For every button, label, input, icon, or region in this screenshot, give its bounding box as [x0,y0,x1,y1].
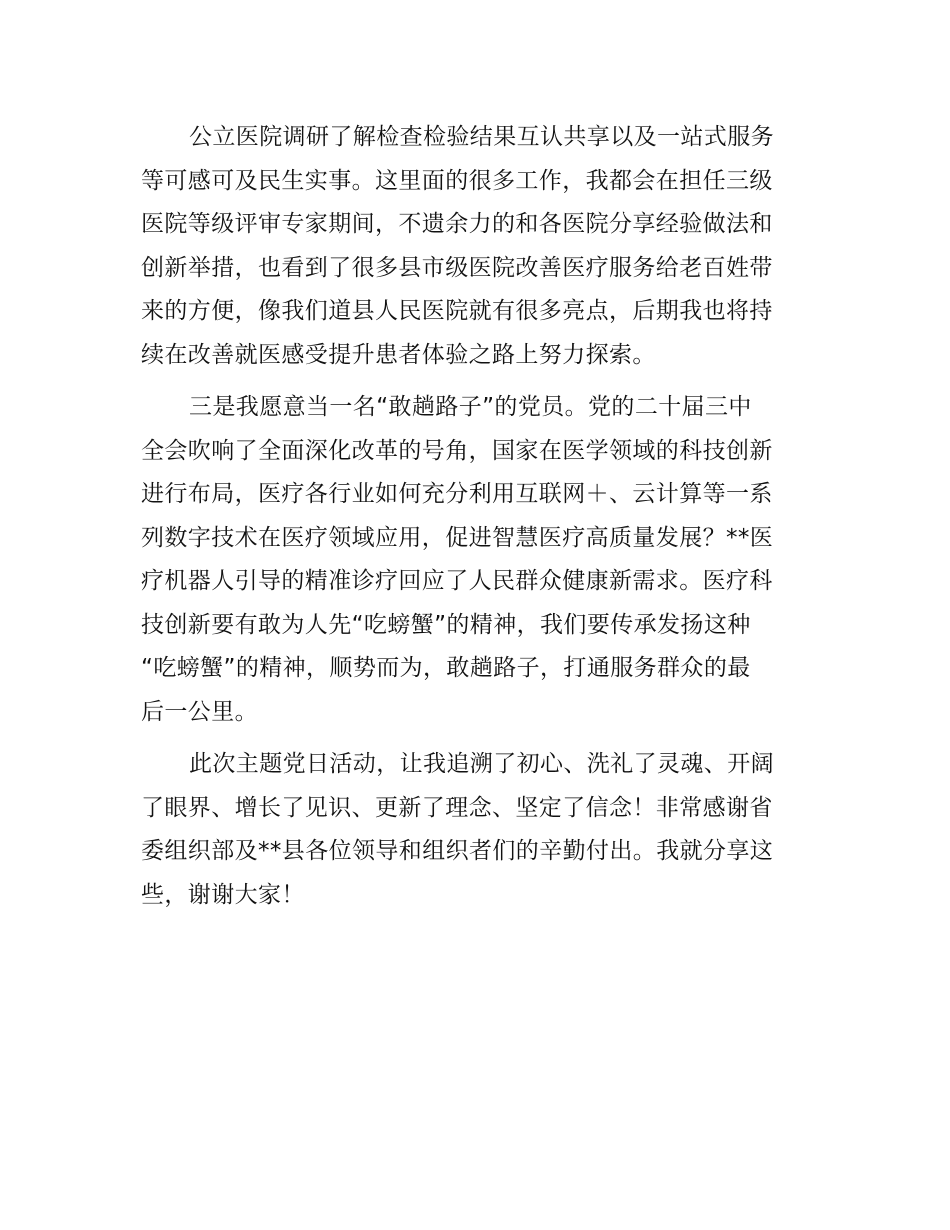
paragraph-line: 三是我愿意当一名“敢趟路子”的党员。党的二十届三中 [189,394,752,420]
paragraph-line: 全会吹响了全面深化改革的号角，国家在医学领域的科技创新 [141,437,773,464]
paragraph-line: 列数字技术在医疗领域应用，促进智慧医疗高质量发展？**医 [141,524,774,551]
paragraph-line: 公立医院调研了解检查检验结果互认共享以及一站式服务 [189,124,774,150]
paragraph-line: 疗机器人引导的精准诊疗回应了人民群众健康新需求。医疗科 [141,568,773,594]
paragraph-line: 等可感可及民生实事。这里面的很多工作，我都会在担任三级 [141,167,773,194]
paragraph-line: 来的方便，像我们道县人民医院就有很多亮点，后期我也将持 [141,298,773,324]
paragraph-line: 后一公里。 [141,698,258,725]
document-body [141,116,813,917]
paragraph-line: 些，谢谢大家！ [141,881,305,908]
paragraph-1 [141,116,813,377]
paragraph-line: 技创新要有敢为人先“吃螃蟹”的精神，我们要传承发扬这种 [141,611,751,638]
paragraph-line: 此次主题党日活动，让我追溯了初心、洗礼了灵魂、开阔 [189,751,774,777]
paragraph-line: 续在改善就医感受提升患者体验之路上努力探索。 [141,341,656,368]
paragraph-2 [141,386,813,734]
paragraph-line: 创新举措，也看到了很多县市级医院改善医疗服务给老百姓带 [141,254,773,281]
paragraph-line: 委组织部及**县各位领导和组织者们的辛勤付出。我就分享这 [141,838,774,864]
paragraph-line: 了眼界、增长了见识、更新了理念、坚定了信念！非常感谢省 [141,794,773,821]
paragraph-line: 进行布局，医疗各行业如何充分利用互联网＋、云计算等一系 [141,481,773,507]
paragraph-line: 医院等级评审专家期间，不遗余力的和各医院分享经验做法和 [141,211,773,237]
paragraph-3 [141,743,813,917]
paragraph-line: “吃螃蟹”的精神，顺势而为，敢趟路子，打通服务群众的最 [141,655,751,681]
